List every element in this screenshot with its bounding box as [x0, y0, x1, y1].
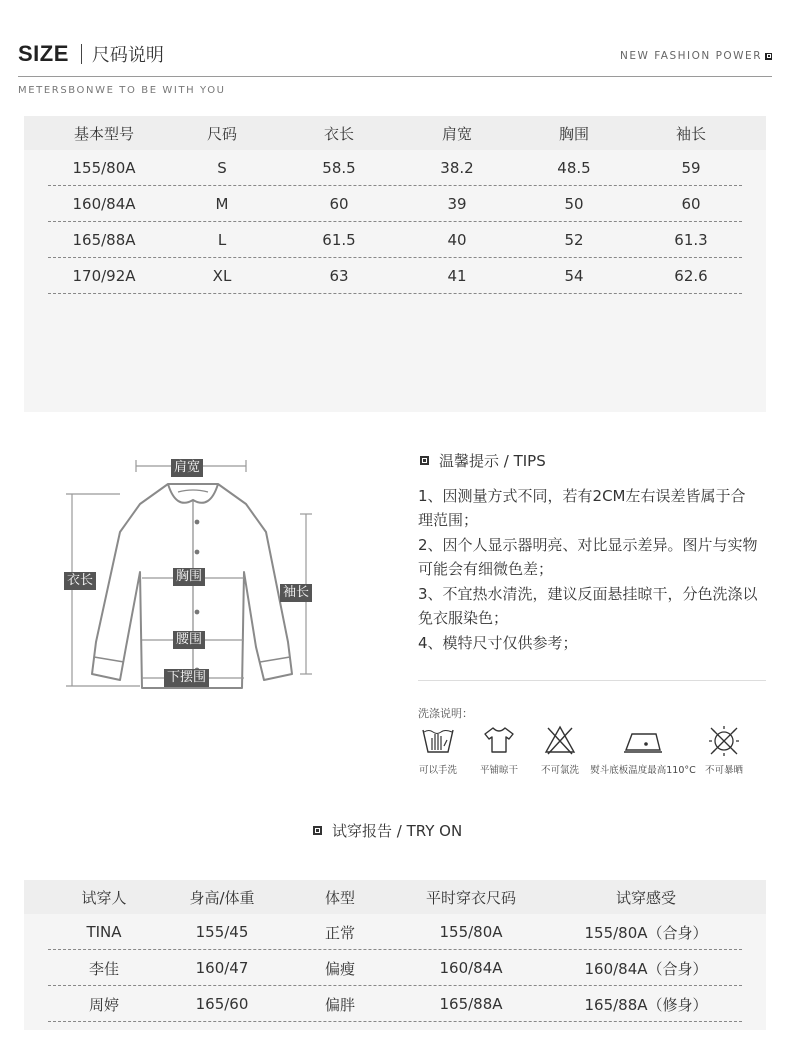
tip-item: 4、模特尺寸仅供参考； — [418, 634, 578, 652]
table-cell: 165/88A — [439, 995, 503, 1013]
tryon-table — [24, 880, 766, 1030]
wash-label: 不可暴晒 — [704, 765, 744, 776]
table-row — [24, 950, 766, 986]
table-cell: 61.5 — [322, 231, 356, 249]
table-row — [24, 914, 766, 950]
table-cell: 63 — [329, 267, 349, 285]
brand-tagline — [620, 50, 772, 62]
wash-label: 可以手洗 — [418, 765, 458, 776]
size-heading-cn: 尺码说明 — [91, 45, 164, 66]
tryon-table-header — [24, 880, 766, 914]
tip-item: 2、因个人显示器明亮、对比显示差异。图片与实物可能会有细微色差； — [418, 536, 758, 578]
waist-label: 腰围 — [173, 631, 205, 649]
table-cell: L — [217, 231, 227, 249]
no-sun-icon — [705, 724, 743, 758]
no-bleach-icon — [543, 724, 577, 756]
tips-heading — [420, 450, 546, 471]
col-header: 身高/体重 — [189, 888, 255, 907]
table-row — [24, 222, 766, 258]
table-cell: 160/84A — [72, 195, 136, 213]
table-cell: 165/88A（修身） — [584, 995, 708, 1014]
sleeve-label: 袖长 — [280, 584, 312, 602]
table-row — [24, 186, 766, 222]
table-cell: 偏胖 — [324, 995, 356, 1014]
size-table-header — [24, 116, 766, 150]
col-header: 试穿感受 — [615, 888, 677, 907]
table-cell: 165/88A — [72, 231, 136, 249]
table-cell: 54 — [564, 267, 584, 285]
table-cell: TINA — [86, 923, 122, 941]
col-header: 平时穿衣尺码 — [425, 888, 517, 907]
wash-title: 洗涤说明： — [418, 707, 473, 720]
flat-dry-icon — [482, 724, 516, 756]
table-cell: 40 — [447, 231, 467, 249]
table-cell: 60 — [681, 195, 701, 213]
wash-label: 熨斗底板温度最高110°C — [590, 765, 696, 776]
wash-label: 不可氯洗 — [540, 765, 580, 776]
square-bullet-icon — [420, 456, 429, 465]
table-cell: 李佳 — [88, 959, 120, 978]
table-cell: 160/47 — [195, 959, 249, 977]
table-row — [24, 258, 766, 294]
table-cell: S — [217, 159, 227, 177]
table-cell: 155/45 — [195, 923, 249, 941]
col-header: 袖长 — [675, 124, 707, 143]
tryon-heading — [313, 820, 462, 841]
col-header: 体型 — [324, 888, 356, 907]
square-bullet-icon — [313, 826, 322, 835]
table-cell: 48.5 — [557, 159, 591, 177]
shoulder-label: 肩宽 — [171, 459, 203, 477]
tagline-text: NEW FASHION POWER — [620, 50, 762, 62]
page-title — [18, 40, 164, 68]
table-row — [24, 150, 766, 186]
col-header: 基本型号 — [73, 124, 135, 143]
col-header: 肩宽 — [441, 124, 473, 143]
col-header: 试穿人 — [81, 888, 127, 907]
garment-diagram — [60, 452, 330, 692]
tryon-heading-text: 试穿报告 / TRY ON — [332, 822, 463, 840]
tips-list — [418, 484, 758, 656]
header-divider — [18, 76, 772, 77]
length-label: 衣长 — [64, 572, 96, 590]
table-cell: 50 — [564, 195, 584, 213]
table-cell: 160/84A（合身） — [584, 959, 708, 978]
col-header: 尺码 — [206, 124, 238, 143]
col-header: 衣长 — [323, 124, 355, 143]
table-cell: 58.5 — [322, 159, 356, 177]
table-cell: 155/80A — [72, 159, 136, 177]
table-cell: 160/84A — [439, 959, 503, 977]
table-cell: 偏瘦 — [324, 959, 356, 978]
table-cell: 38.2 — [440, 159, 474, 177]
table-cell: 52 — [564, 231, 584, 249]
wash-label: 平铺晾干 — [479, 765, 519, 776]
table-cell: 62.6 — [674, 267, 708, 285]
brand-subline: METERSBONWE TO BE WITH YOU — [18, 85, 226, 96]
table-cell: 39 — [447, 195, 467, 213]
title-divider — [81, 44, 82, 64]
table-cell: 59 — [681, 159, 701, 177]
tip-item: 1、因测量方式不同，若有2CM左右误差皆属于合理范围； — [418, 487, 746, 529]
tips-divider — [418, 680, 766, 681]
square-bullet-icon — [765, 53, 772, 60]
table-cell: 155/80A — [439, 923, 503, 941]
table-cell: 41 — [447, 267, 467, 285]
iron-icon — [622, 724, 664, 756]
hem-label: 下摆围 — [164, 669, 209, 687]
table-cell: 61.3 — [674, 231, 708, 249]
hand-wash-icon — [420, 724, 456, 756]
table-cell: 155/80A（合身） — [584, 923, 708, 942]
table-cell: 60 — [329, 195, 349, 213]
tips-heading-text: 温馨提示 / TIPS — [439, 452, 546, 470]
table-row — [24, 986, 766, 1022]
chest-label: 胸围 — [173, 568, 205, 586]
table-cell: XL — [212, 267, 232, 285]
col-header: 胸围 — [558, 124, 590, 143]
table-cell: 165/60 — [195, 995, 249, 1013]
table-cell: 正常 — [324, 923, 356, 942]
size-heading: SIZE — [18, 41, 69, 66]
table-cell: 周婷 — [88, 995, 120, 1014]
size-table — [24, 116, 766, 412]
table-cell: 170/92A — [72, 267, 136, 285]
table-cell: M — [215, 195, 229, 213]
tip-item: 3、不宜热水清洗，建议反面悬挂晾干，分色洗涤以免衣服染色； — [418, 585, 758, 627]
